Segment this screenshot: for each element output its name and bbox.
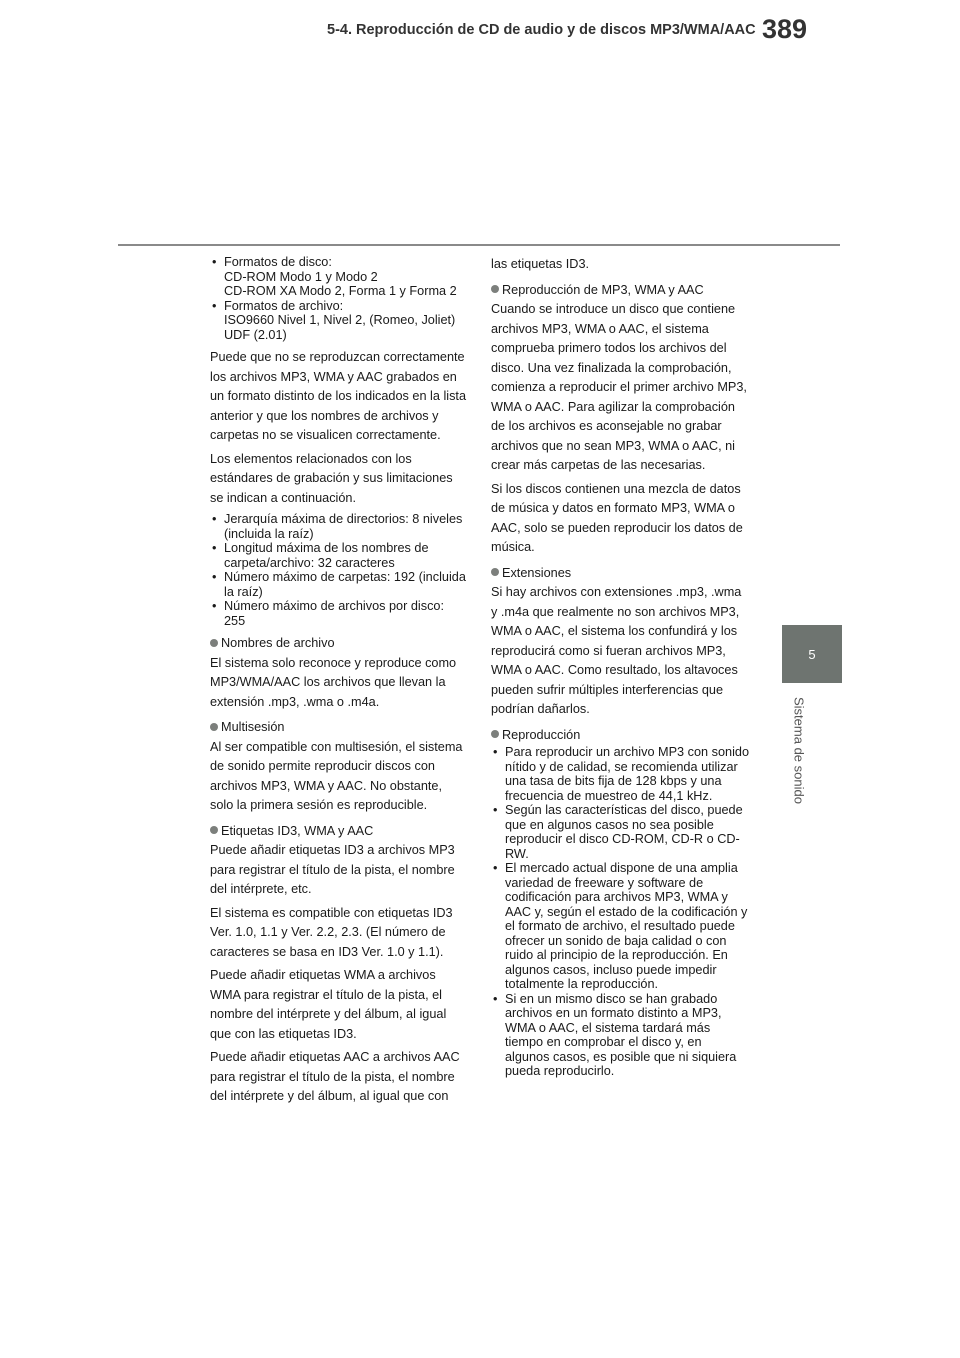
paragraph: Si hay archivos con extensiones .mp3, .wma y .m4a que realmente no son archivos MP3, WMA o AAC, el sistema los confundirá y los reproducirá como si fueran archivos MP3, WMA o AAC. Como resultado, los altavoces pueden sufrir múltiples interferencias que podrían dañarlos. bbox=[491, 585, 742, 716]
paragraph: Cuando se introduce un disco que contiene archivos MP3, WMA o AAC, el sistema comprueba primero todos los archivos del disco. Una vez finalizada la comprobación, comienza a reproducir el primer archivo MP3, WMA o AAC. Para agilizar la comprobación de los archivos es aconsejable no grabar archivos que no sean MP3, WMA o AAC, ni crear más carpetas de las necesarias. bbox=[491, 302, 747, 472]
list-item: • Para reproducir un archivo MP3 con sonido nítido y de calidad, se recomienda utilizar una tasa de bits fija de 128 kbps y una frecuencia de muestreo de 44,1 kHz. bbox=[491, 745, 749, 803]
list-item: • Formatos de archivo: ISO9660 Nivel 1, Nivel 2, (Romeo, Joliet) UDF (2.01) bbox=[210, 299, 468, 343]
list-item: • Número máximo de archivos por disco: 255 bbox=[210, 599, 468, 628]
paragraph: Puede añadir etiquetas AAC a archivos AAC para registrar el título de la pista, el nombre del intérprete y del álbum, al igual que con bbox=[210, 1050, 460, 1103]
list-item: • Según las características del disco, puede que en algunos casos no sea posible reproducir el disco CD-ROM, CD-R o CD-RW. bbox=[491, 803, 749, 861]
list-item: • El mercado actual dispone de una amplia variedad de freeware y software de codificación para archivos MP3, WMA y AAC y, según el estado de la codificación y el formato de archivo, el resultado puede ofrecer un sonido de baja calidad o con ruido al principio de la reproducción. En algunos casos, incluso puede impedir totalmente la reproducción. bbox=[491, 861, 749, 992]
bullet-dot-icon bbox=[210, 723, 218, 731]
limits-list bbox=[210, 512, 468, 628]
subheading: Extensiones bbox=[491, 564, 749, 584]
chapter-tab: 5 bbox=[782, 625, 842, 683]
paragraph: Puede que no se reproduzcan correctamente los archivos MP3, WMA y AAC grabados en un formato distinto de los indicados en la lista anterior y que los nombres de archivos y carpetas no se visualicen correctamente. bbox=[210, 350, 467, 442]
subheading: Reproducción de MP3, WMA y AAC bbox=[491, 281, 749, 301]
bullet-dot-icon bbox=[491, 285, 499, 293]
right-column bbox=[491, 255, 749, 1085]
list-item: • Si en un mismo disco se han grabado archivos en un formato distinto a MP3, WMA o AAC, el sistema tardará más tiempo en comprobar el disco y, en algunos casos, es posible que ni siquiera pueda reproducirlo. bbox=[491, 992, 749, 1079]
bullet-dot-icon bbox=[210, 826, 218, 834]
list-item: • Formatos de disco: CD-ROM Modo 1 y Modo 2 CD-ROM XA Modo 2, Forma 1 y Forma 2 bbox=[210, 255, 468, 299]
paragraph: las etiquetas ID3. bbox=[491, 257, 590, 271]
bullet-dot-icon bbox=[210, 639, 218, 647]
list-item: • Longitud máxima de los nombres de carpeta/archivo: 32 caracteres bbox=[210, 541, 468, 570]
bullet-dot-icon bbox=[491, 730, 499, 738]
paragraph: Los elementos relacionados con los estándares de grabación y sus limitaciones se indican a continuación. bbox=[210, 451, 453, 505]
paragraph: Si los discos contienen una mezcla de datos de música y datos en formato MP3, WMA o AAC, solo se pueden reproducir los datos de música. bbox=[491, 481, 743, 554]
playback-list bbox=[491, 745, 749, 1079]
section-title: 5-4. Reproducción de CD de audio y de discos MP3/WMA/AAC bbox=[327, 22, 756, 38]
bullet-dot-icon bbox=[491, 568, 499, 576]
subheading: Reproducción bbox=[491, 726, 749, 746]
subheading: Nombres de archivo bbox=[210, 634, 468, 654]
paragraph: El sistema solo reconoce y reproduce como MP3/WMA/AAC los archivos que llevan la extensión .mp3, .wma o .m4a. bbox=[210, 655, 457, 709]
list-item: • Número máximo de carpetas: 192 (incluida la raíz) bbox=[210, 570, 468, 599]
subheading: Etiquetas ID3, WMA y AAC bbox=[210, 822, 468, 842]
page-number: 389 bbox=[762, 14, 808, 44]
list-item: • Jerarquía máxima de directorios: 8 niveles (incluida la raíz) bbox=[210, 512, 468, 541]
paragraph: Puede añadir etiquetas WMA a archivos WMA para registrar el título de la pista, el nombre del intérprete y del álbum, al igual que con las etiquetas ID3. bbox=[210, 968, 447, 1041]
disc-format-list bbox=[210, 255, 468, 342]
left-column bbox=[210, 255, 468, 1111]
paragraph: Al ser compatible con multisesión, el sistema de sonido permite reproducir discos con archivos MP3, WMA y AAC. No obstante, solo la primera sesión es reproducible. bbox=[210, 739, 463, 812]
paragraph: Puede añadir etiquetas ID3 a archivos MP3 para registrar el título de la pista, el nombre del intérprete, etc. bbox=[210, 843, 455, 896]
paragraph: El sistema es compatible con etiquetas ID3 Ver. 1.0, 1.1 y Ver. 2.2, 2.3. (El número de caracteres se basa en ID3 Ver. 1.0 y 1.1). bbox=[210, 905, 453, 959]
header-rule bbox=[118, 244, 840, 246]
subheading: Multisesión bbox=[210, 718, 468, 738]
chapter-side-label: Sistema de sonido bbox=[791, 696, 807, 804]
